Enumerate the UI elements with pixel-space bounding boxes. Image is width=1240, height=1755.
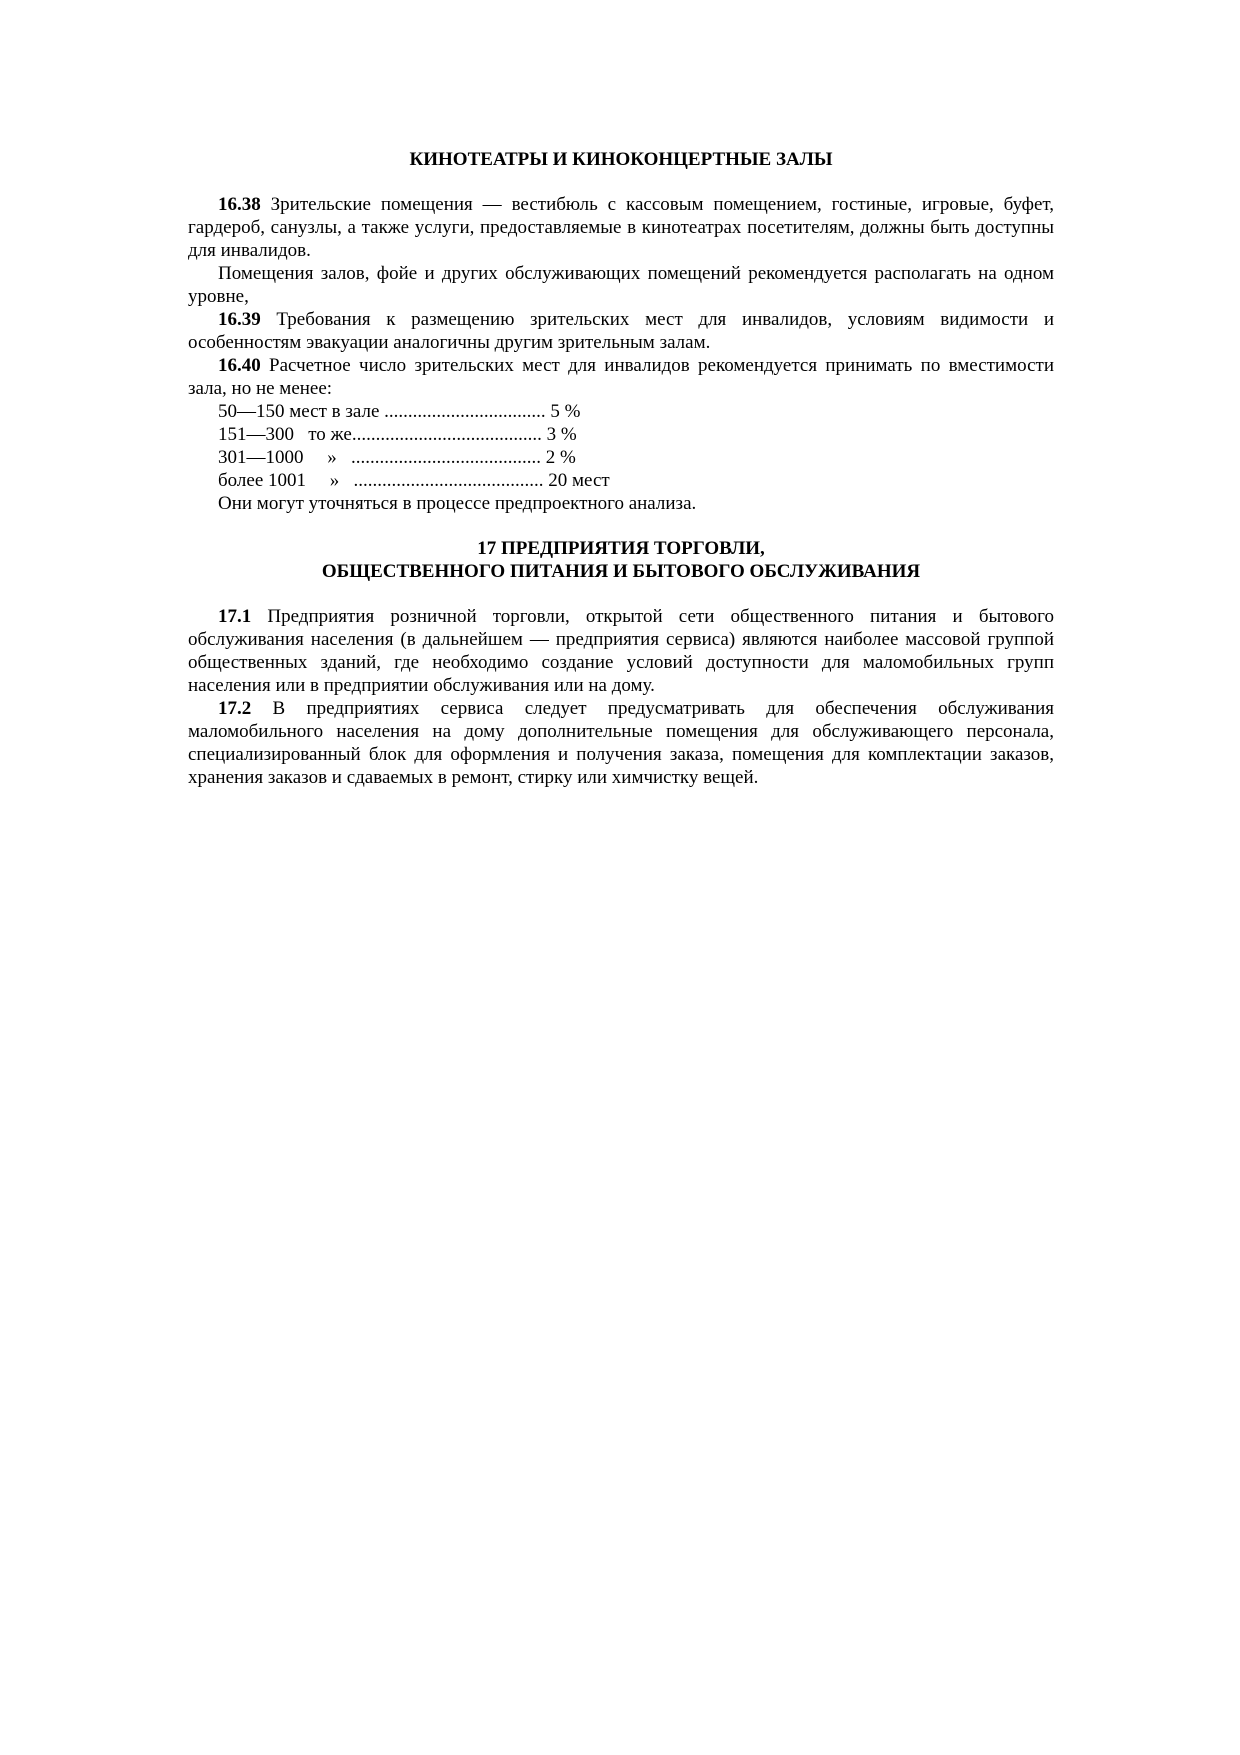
clause-text: Зрительские помещения — вестибюль с кассовым помещением, гостиные, игровые, буфет, гардероб, санузлы, а также услуги, предоставляемые в кинотеатрах посетителям, должны быть доступны для инвалидов. <box>188 194 1054 261</box>
section-title-trade <box>188 537 1054 583</box>
clause-text: Предприятия розничной торговли, открытой сети общественного питания и бытового обслуживания населения (в дальнейшем — предприятия сервиса) являются наиболее массовой группой общественных зданий, где необходимо создание условий доступности для маломобильных групп населения или в предприятии обслуживания или на дому. <box>188 606 1054 696</box>
paragraph-17-2 <box>188 697 1054 789</box>
seat-ratio-row-1: 50—150 мест в зале .................................. 5 % <box>218 401 581 422</box>
clause-number: 16.40 <box>218 355 261 376</box>
paragraph-16-39 <box>188 308 1054 354</box>
paragraph-16-38 <box>188 193 1054 262</box>
clause-number: 17.1 <box>218 606 252 627</box>
section-title-line-2: ОБЩЕСТВЕННОГО ПИТАНИЯ И БЫТОВОГО ОБСЛУЖИВАНИЯ <box>321 561 921 582</box>
paragraph-halls: Помещения залов, фойе и других обслуживающих помещений рекомендуется располагать на одном уровне, <box>188 263 1054 307</box>
clause-text: В предприятиях сервиса следует предусматривать для обеспечения обслуживания маломобильного населения на дому дополнительные помещения для обслуживающего персонала, специализированный блок для оформления и получения заказа, помещения для комплектации заказов, хранения заказов и сдаваемых в ремонт, стирку или химчистку вещей. <box>188 698 1054 788</box>
clause-number: 16.39 <box>218 309 261 330</box>
document-page <box>188 148 1054 789</box>
clause-number: 17.2 <box>218 698 252 719</box>
clause-text: Расчетное число зрительских мест для инвалидов рекомендуется принимать по вместимости зала, но не менее: <box>188 355 1054 399</box>
seat-ratio-row-2: 151—300 то же........................................ 3 % <box>218 424 577 445</box>
seat-ratio-row-4: более 1001 » ........................................ 20 мест <box>218 470 610 491</box>
section-title-cinemas: КИНОТЕАТРЫ И КИНОКОНЦЕРТНЫЕ ЗАЛЫ <box>409 149 833 170</box>
seat-ratio-row-3: 301—1000 » ........................................ 2 % <box>218 447 576 468</box>
paragraph-16-40 <box>188 354 1054 400</box>
clause-number: 16.38 <box>218 194 261 215</box>
paragraph-17-1 <box>188 605 1054 697</box>
paragraph-note: Они могут уточняться в процессе предпроектного анализа. <box>218 493 697 514</box>
section-title-line-1: 17 ПРЕДПРИЯТИЯ ТОРГОВЛИ, <box>477 538 765 559</box>
clause-text: Требования к размещению зрительских мест для инвалидов, условиям видимости и особенностям эвакуации аналогичны другим зрительным залам. <box>188 309 1054 353</box>
